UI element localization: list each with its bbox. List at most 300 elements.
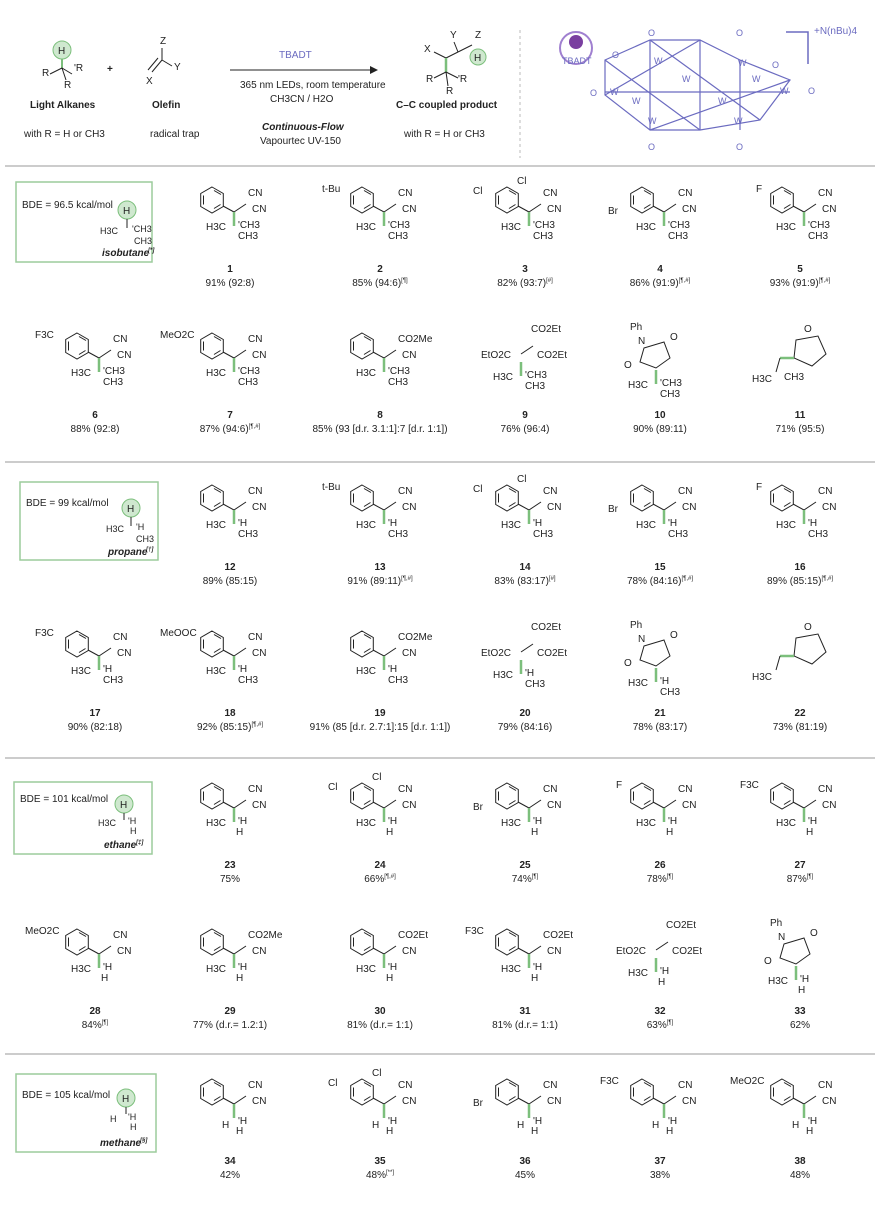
compound-number: 10 (654, 410, 666, 421)
svg-text:O: O (612, 50, 620, 60)
atom-label: F3C (740, 780, 759, 791)
atom-label: CN (252, 204, 267, 215)
footnote-marker: [¶] (101, 1020, 109, 1026)
atom-label: CN (547, 800, 562, 811)
benzene-ring (496, 187, 519, 213)
svg-text:W: W (648, 116, 657, 126)
svg-text:W: W (610, 87, 619, 97)
compound-yield: 90% (89:11) (633, 424, 687, 435)
atom-label: t-Bu (322, 184, 341, 195)
compound-yield: 86% (91:9)[¶,#] (629, 278, 691, 289)
atom-label: CN (822, 204, 837, 215)
atom-label: CN (543, 784, 558, 795)
atom-label: CO2Me (248, 930, 283, 941)
benzene-ring (631, 485, 654, 511)
atom-label: CH3 (238, 231, 259, 242)
atom-label: H3C (501, 520, 522, 531)
compound-number: 22 (794, 708, 806, 719)
atom-label: CO2Me (398, 632, 433, 643)
atom-label: H (531, 827, 539, 838)
atom-label: H (792, 1120, 800, 1131)
compound-15 (608, 485, 696, 587)
benzene-ring (771, 187, 794, 213)
compound-2 (322, 184, 416, 289)
atom-label: CN (113, 930, 128, 941)
benzene-ring (351, 631, 374, 657)
olefin-note: radical trap (150, 129, 200, 140)
svg-text:O: O (772, 60, 780, 70)
benzene-ring (351, 783, 374, 809)
atom-label: H3C (356, 964, 377, 975)
atom-label: CO2Et (398, 930, 429, 941)
svg-text:X: X (424, 44, 431, 55)
compound-38 (730, 1076, 836, 1181)
atom-label: 'H (668, 518, 678, 529)
atom-label: CH3 (388, 529, 409, 540)
atom-label: Cl (517, 474, 527, 485)
atom-label: 'CH3 (388, 366, 410, 377)
compound-number: 27 (794, 860, 806, 871)
olefin-structure (146, 36, 181, 87)
atom-label: 'H (525, 668, 535, 679)
atom-label: F (756, 184, 763, 195)
compound-31 (465, 926, 573, 1031)
atom-label: H (806, 1126, 814, 1137)
atom-label: 'CH3 (533, 220, 555, 231)
light-alkanes-label: Light Alkanes (30, 100, 96, 111)
atom-label: H3C (776, 222, 797, 233)
svg-text:H: H (123, 206, 131, 217)
atom-label: H (666, 1126, 674, 1137)
atom-label: 'CH3 (668, 220, 690, 231)
atom-label: CN (117, 946, 132, 957)
compound-yield: 87% (94:6)[¶,#] (199, 424, 261, 435)
atom-label: 'H (668, 1116, 678, 1127)
atom-label: CN (398, 486, 413, 497)
compound-number: 37 (654, 1156, 666, 1167)
compound-32 (616, 920, 702, 1031)
atom-label: CO2Et (537, 350, 568, 361)
footnote-marker: [¶] (401, 278, 408, 284)
atom-label: CN (402, 350, 417, 361)
atom-label: 'H (388, 518, 398, 529)
atom-label: CN (822, 800, 837, 811)
compound-number: 8 (377, 410, 383, 421)
atom-label: CN (682, 204, 697, 215)
atom-label: H3C (752, 672, 773, 683)
svg-text:H3C: H3C (100, 226, 119, 236)
footnote-marker: [¶,#] (401, 576, 413, 582)
atom-label: 'H (533, 1116, 543, 1127)
svg-text:O: O (736, 28, 744, 38)
compound-yield: 77% (d.r.= 1.2:1) (192, 1020, 268, 1031)
atom-label: H3C (501, 222, 522, 233)
bde-label: BDE = 99 kcal/mol (26, 498, 109, 509)
atom-label: 'H (238, 962, 248, 973)
compound-22 (752, 622, 827, 733)
atom-label: CN (117, 648, 132, 659)
atom-label: CN (818, 486, 833, 497)
atom-label: 'CH3 (388, 220, 410, 231)
compound-36 (473, 1079, 561, 1181)
atom-label: N (778, 932, 786, 943)
light-alkanes-note: with R = H or CH3 (24, 129, 105, 140)
atom-label: CH3 (808, 231, 829, 242)
atom-label: CH3 (533, 231, 554, 242)
compound-yield: 62% (789, 1020, 811, 1031)
compound-yield: 42% (219, 1170, 241, 1181)
compound-number: 14 (519, 562, 531, 573)
atom-label: H3C (206, 964, 227, 975)
svg-text:O: O (648, 28, 656, 38)
footnote-marker: [¶,#] (681, 576, 694, 582)
atom-label: H3C (776, 818, 797, 829)
footnote-marker: [¶,#] (251, 722, 264, 728)
compound-yield: 38% (649, 1170, 671, 1181)
compound-13 (322, 482, 416, 587)
compound-number: 19 (374, 708, 386, 719)
compound-number: 29 (224, 1006, 236, 1017)
atom-label: 'H (103, 962, 113, 973)
plus-sign: + (107, 64, 113, 75)
atom-label: CN (678, 188, 693, 199)
svg-text:R: R (446, 86, 454, 97)
compound-yield: 91% (89:11)[¶,#] (347, 576, 413, 587)
compound-number: 36 (519, 1156, 531, 1167)
compound-3 (473, 176, 561, 289)
atom-label: H3C (493, 670, 514, 681)
atom-label: H (101, 973, 109, 984)
compound-number: 28 (89, 1006, 101, 1017)
benzene-ring (496, 929, 519, 955)
atom-label: CN (547, 204, 562, 215)
compound-yield: 66%[¶,#] (364, 874, 396, 885)
svg-text:O: O (808, 86, 816, 96)
compound-23 (201, 783, 267, 885)
compound-26 (616, 780, 696, 885)
atom-label: O (670, 332, 678, 343)
atom-label: 'H (238, 518, 248, 529)
compound-yield: 88% (92:8) (70, 424, 120, 435)
atom-label: O (624, 360, 632, 371)
benzene-ring (201, 485, 224, 511)
atom-label: 'H (808, 1116, 818, 1127)
bde-label: BDE = 96.5 kcal/mol (22, 200, 113, 211)
conditions-line-2: CH3CN / H2O (270, 94, 334, 105)
svg-text:R: R (64, 80, 72, 91)
atom-label: CN (252, 648, 267, 659)
compound-7 (160, 330, 266, 435)
svg-text:W: W (738, 58, 747, 68)
atom-label: t-Bu (322, 482, 341, 493)
compound-yield: 63%[¶] (646, 1020, 674, 1031)
atom-label: CN (252, 800, 267, 811)
svg-text:H: H (130, 826, 137, 836)
alkane-name: propane (108, 547, 148, 558)
atom-label: H3C (636, 222, 657, 233)
atom-label: 'H (660, 676, 670, 687)
atom-label: Ph (630, 322, 643, 333)
atom-label: F (616, 780, 623, 791)
atom-label: H3C (501, 964, 522, 975)
compound-20 (481, 622, 567, 733)
atom-label: 'H (103, 664, 113, 675)
atom-label: H3C (206, 666, 227, 677)
compound-number: 2 (377, 264, 383, 275)
compound-number: 31 (519, 1006, 531, 1017)
compound-number: 33 (794, 1006, 806, 1017)
atom-label: H3C (356, 818, 377, 829)
compound-number: 1 (227, 264, 233, 275)
footnote-marker: [¶,#] (248, 424, 261, 430)
compound-yield: 84%[¶] (81, 1020, 109, 1031)
atom-label: CH3 (668, 231, 689, 242)
atom-label: H (236, 973, 244, 984)
benzene-ring (201, 783, 224, 809)
flow-device: Vapourtec UV-150 (260, 136, 341, 147)
svg-text:R: R (426, 74, 434, 85)
atom-label: H3C (636, 818, 657, 829)
compound-yield: 93% (91:9)[¶,#] (769, 278, 831, 289)
atom-label: H3C (356, 222, 377, 233)
compound-number: 21 (654, 708, 666, 719)
alkane-note: [§] (140, 1138, 148, 1144)
atom-label: MeO2C (25, 926, 60, 937)
compound-17 (35, 628, 131, 733)
product-label: C–C coupled product (396, 100, 498, 111)
atom-label: H3C (493, 372, 514, 383)
svg-text:Y: Y (174, 62, 181, 73)
atom-label: EtO2C (481, 350, 512, 361)
benzene-ring (201, 1079, 224, 1105)
benzene-ring (496, 485, 519, 511)
compound-34 (201, 1079, 267, 1181)
atom-label: 'CH3 (238, 220, 260, 231)
atom-label: CH3 (388, 231, 409, 242)
tbadt-badge: TBADT (562, 56, 592, 66)
compound-yield: 87%[¶] (786, 874, 814, 885)
compound-6 (35, 330, 131, 435)
compound-33 (764, 918, 818, 1031)
atom-label: 'H (533, 518, 543, 529)
compound-16 (756, 482, 836, 587)
atom-label: H (386, 1126, 394, 1137)
compound-yield: 85% (93 [d.r. 3.1:1]:7 [d.r. 1:1]) (312, 424, 448, 435)
compound-yield: 91% (85 [d.r. 2.7:1]:15 [d.r. 1:1]) (309, 722, 451, 733)
benzene-ring (496, 783, 519, 809)
atom-label: CN (402, 648, 417, 659)
benzene-ring (351, 187, 374, 213)
atom-label: Ph (630, 620, 643, 631)
atom-label: CN (402, 946, 417, 957)
compound-number: 16 (794, 562, 806, 573)
footnote-marker: [#] (546, 278, 553, 284)
compound-yield: 73% (81:19) (772, 722, 828, 733)
footnote-marker: [¶] (806, 874, 814, 880)
atom-label: O (810, 928, 818, 939)
svg-text:H: H (110, 1114, 117, 1124)
atom-label: Br (608, 206, 618, 217)
svg-text:'R: 'R (458, 74, 468, 85)
atom-label: O (624, 658, 632, 669)
atom-label: H (531, 973, 539, 984)
atom-label: CH3 (388, 675, 409, 686)
tbadt-cluster (560, 26, 858, 152)
atom-label: 'H (800, 974, 810, 985)
atom-label: F (756, 482, 763, 493)
compound-number: 11 (794, 410, 806, 421)
atom-label: H3C (501, 818, 522, 829)
svg-text:W: W (734, 116, 743, 126)
compound-number: 24 (374, 860, 386, 871)
compound-yield: 74%[¶] (511, 874, 539, 885)
atom-label: H3C (206, 222, 227, 233)
footnote-marker: [¶] (666, 874, 674, 880)
atom-label: O (670, 630, 678, 641)
atom-label: H (236, 827, 244, 838)
atom-label: H3C (71, 368, 92, 379)
compound-19 (310, 631, 451, 733)
product-note: with R = H or CH3 (404, 129, 485, 140)
footnote-marker: [¶] (531, 874, 539, 880)
svg-text:'H: 'H (128, 1112, 137, 1122)
compound-number: 20 (519, 708, 531, 719)
atom-label: F3C (465, 926, 484, 937)
atom-label: CN (252, 350, 267, 361)
compound-yield: 71% (95:5) (775, 424, 825, 435)
compound-30 (347, 929, 428, 1031)
atom-label: 'H (808, 518, 818, 529)
atom-label: CN (398, 784, 413, 795)
compound-yield: 90% (82:18) (67, 722, 123, 733)
atom-label: H3C (71, 666, 92, 677)
atom-label: H3C (356, 520, 377, 531)
svg-text:H: H (127, 504, 135, 515)
atom-label: CH3 (238, 529, 259, 540)
atom-label: CH3 (808, 529, 829, 540)
atom-label: 'H (660, 966, 670, 977)
atom-label: H (222, 1120, 230, 1131)
benzene-ring (351, 485, 374, 511)
atom-label: Cl (517, 176, 527, 187)
atom-label: H3C (356, 666, 377, 677)
compound-27 (740, 780, 836, 885)
svg-text:W: W (682, 74, 691, 84)
benzene-ring (201, 631, 224, 657)
atom-label: CH3 (525, 679, 546, 690)
benzene-ring (66, 333, 89, 359)
atom-label: H3C (752, 374, 773, 385)
compound-number: 25 (519, 860, 531, 871)
compound-number: 15 (654, 562, 666, 573)
benzene-ring (201, 333, 224, 359)
compound-number: 35 (374, 1156, 386, 1167)
atom-label: CO2Me (398, 334, 433, 345)
compound-8 (312, 333, 447, 435)
compound-yield: 48% (789, 1170, 811, 1181)
benzene-ring (201, 187, 224, 213)
compound-21 (624, 620, 687, 733)
atom-label: EtO2C (481, 648, 512, 659)
atom-label: CN (678, 784, 693, 795)
atom-label: CN (113, 334, 128, 345)
atom-label: CN (678, 486, 693, 497)
atom-label: CN (682, 502, 697, 513)
compound-12 (201, 485, 267, 587)
svg-text:W: W (780, 86, 789, 96)
atom-label: 'H (388, 1116, 398, 1127)
atom-label: Br (608, 504, 618, 515)
atom-label: CH3 (103, 675, 124, 686)
compound-24 (328, 772, 416, 885)
atom-label: CN (248, 188, 263, 199)
compound-number: 7 (227, 410, 233, 421)
alkane-note: [‡] (136, 840, 144, 846)
benzene-ring (631, 1079, 654, 1105)
svg-text:X: X (146, 76, 153, 87)
compound-number: 13 (374, 562, 386, 573)
compound-yield: 48%[**] (365, 1170, 395, 1181)
atom-label: CN (818, 188, 833, 199)
atom-label: CN (402, 204, 417, 215)
compound-28 (25, 926, 131, 1031)
atom-label: CH3 (388, 377, 409, 388)
catalyst-label: TBADT (279, 50, 312, 61)
atom-label: H3C (628, 678, 649, 689)
benzene-ring (771, 485, 794, 511)
atom-label: H3C (768, 976, 789, 987)
svg-text:O: O (590, 88, 598, 98)
compound-yield: 45% (514, 1170, 536, 1181)
atom-label: H3C (206, 520, 227, 531)
atom-label: Cl (372, 1068, 382, 1079)
compound-35 (328, 1068, 416, 1181)
atom-label: CN (248, 486, 263, 497)
atom-label: Cl (473, 484, 483, 495)
atom-label: 'CH3 (238, 366, 260, 377)
benzene-ring (351, 1079, 374, 1105)
benzene-ring (631, 187, 654, 213)
atom-label: 'H (533, 816, 543, 827)
compound-yield: 78%[¶] (646, 874, 674, 885)
atom-label: CO2Et (543, 930, 574, 941)
svg-text:'H: 'H (128, 816, 137, 826)
svg-text:H: H (130, 1122, 137, 1132)
atom-label: CN (402, 502, 417, 513)
atom-label: CN (818, 1080, 833, 1091)
svg-text:H: H (122, 1094, 130, 1105)
atom-label: CO2Et (666, 920, 697, 931)
benzene-ring (351, 333, 374, 359)
atom-label: MeO2C (730, 1076, 765, 1087)
light-alkane-structure (42, 41, 83, 91)
atom-label: CN (248, 334, 263, 345)
compound-yield: 91% (92:8) (205, 278, 255, 289)
compound-grid (25, 176, 836, 1181)
atom-label: 'H (668, 816, 678, 827)
compound-1 (201, 187, 267, 289)
atom-label: CH3 (668, 529, 689, 540)
atom-label: CH3 (660, 389, 681, 400)
atom-label: CN (543, 486, 558, 497)
compound-18 (160, 628, 266, 733)
footnote-marker: [¶,#] (678, 278, 691, 284)
atom-label: CO2Et (672, 946, 703, 957)
compound-29 (193, 929, 283, 1031)
svg-text:O: O (736, 142, 744, 152)
atom-label: CN (113, 632, 128, 643)
atom-label: H (658, 977, 666, 988)
